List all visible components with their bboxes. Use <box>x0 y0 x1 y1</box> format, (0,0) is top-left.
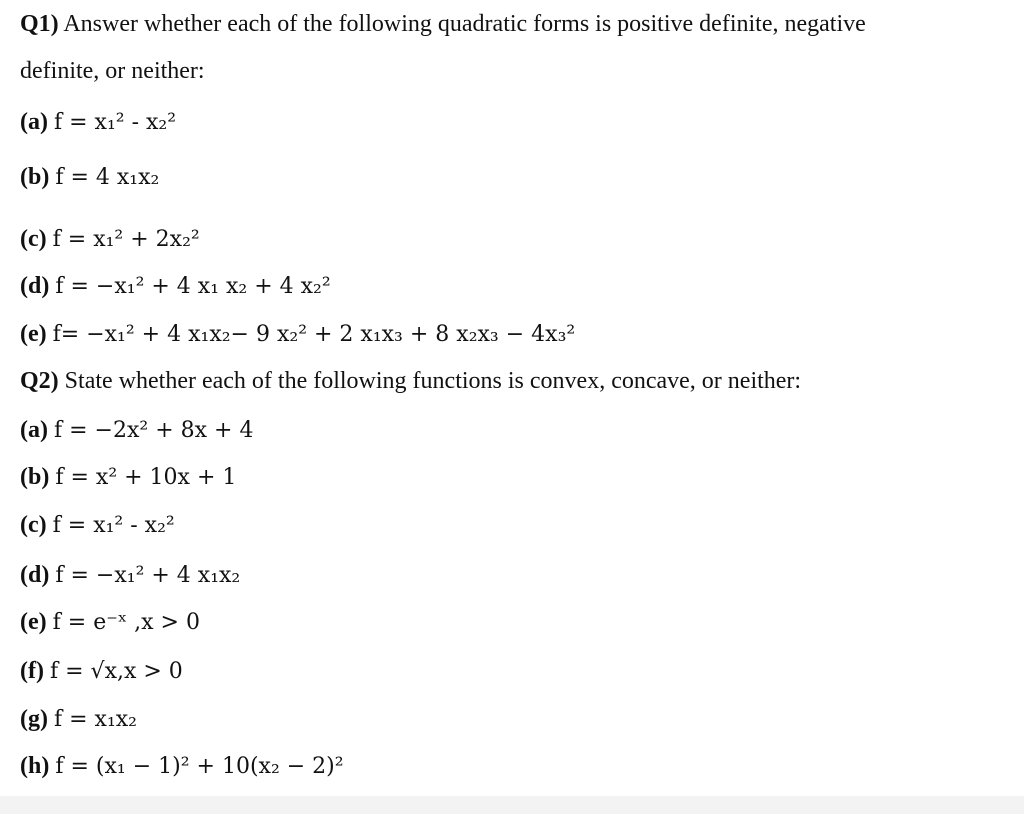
q1-item-d-label: (d) <box>20 273 50 299</box>
q2-item-b <box>20 463 236 492</box>
q2-item-g <box>20 705 137 734</box>
q1-item-b <box>20 163 159 192</box>
q2-item-c-expr: f = x₁² - x₂² <box>52 513 175 538</box>
q2-item-d <box>20 561 240 590</box>
q2-label: Q2) <box>20 368 59 394</box>
q1-item-c-expr: f = x₁² + 2x₂² <box>52 227 200 252</box>
q1-item-d-expr: f = −x₁² + 4 x₁ x₂ + 4 x₂² <box>55 274 331 299</box>
q2-heading <box>20 367 801 395</box>
q2-item-d-expr: f = −x₁² + 4 x₁x₂ <box>55 563 241 588</box>
q1-heading-continued: definite, or neither: <box>20 58 205 84</box>
q2-item-e-label: (e) <box>20 609 47 635</box>
q2-item-c-label: (c) <box>20 512 47 538</box>
q2-item-f <box>20 657 183 686</box>
q2-item-c <box>20 511 175 540</box>
q2-item-g-expr: f = x₁x₂ <box>53 707 137 732</box>
page-bottom-band <box>0 796 1024 814</box>
q2-item-a-label: (a) <box>20 417 48 443</box>
q2-item-f-label: (f) <box>20 658 44 684</box>
q1-item-d <box>20 272 331 301</box>
q1-item-e-expr: f= −x₁² + 4 x₁x₂− 9 x₂² + 2 x₁x₃ + 8 x₂x₃ − 4x₃² <box>52 322 576 347</box>
q1-item-a-label: (a) <box>20 109 48 135</box>
q1-item-e-label: (e) <box>20 321 47 347</box>
q2-text: State whether each of the following functions is convex, concave, or neither: <box>58 368 802 394</box>
q2-item-b-expr: f = x² + 10x + 1 <box>55 465 237 490</box>
q2-item-e <box>20 608 200 637</box>
q2-item-h-label: (h) <box>20 753 50 779</box>
q1-text: Answer whether each of the following quadratic forms is positive definite, negative <box>58 11 866 37</box>
q1-item-a-expr: f = x₁² - x₂² <box>53 110 177 135</box>
q2-item-a-expr: f = −2x² + 8x + 4 <box>53 418 254 443</box>
q1-item-c-label: (c) <box>20 226 47 252</box>
q1-item-e <box>20 320 575 349</box>
q2-item-g-label: (g) <box>20 706 48 732</box>
q1-item-a <box>20 108 176 137</box>
q2-item-b-label: (b) <box>20 464 50 490</box>
q1-item-b-label: (b) <box>20 164 50 190</box>
q2-item-h <box>20 752 344 781</box>
q1-item-c <box>20 225 200 254</box>
q1-item-b-expr: f = 4 x₁x₂ <box>55 165 160 190</box>
q1-label: Q1) <box>20 11 59 37</box>
q2-item-h-expr: f = (x₁ − 1)² + 10(x₂ − 2)² <box>55 754 344 779</box>
q2-item-f-expr: f = √x,x > 0 <box>49 659 183 684</box>
q2-item-d-label: (d) <box>20 562 50 588</box>
q2-item-a <box>20 416 253 445</box>
q1-heading <box>20 10 866 38</box>
q2-item-e-expr: f = e⁻ˣ ,x > 0 <box>52 610 200 635</box>
